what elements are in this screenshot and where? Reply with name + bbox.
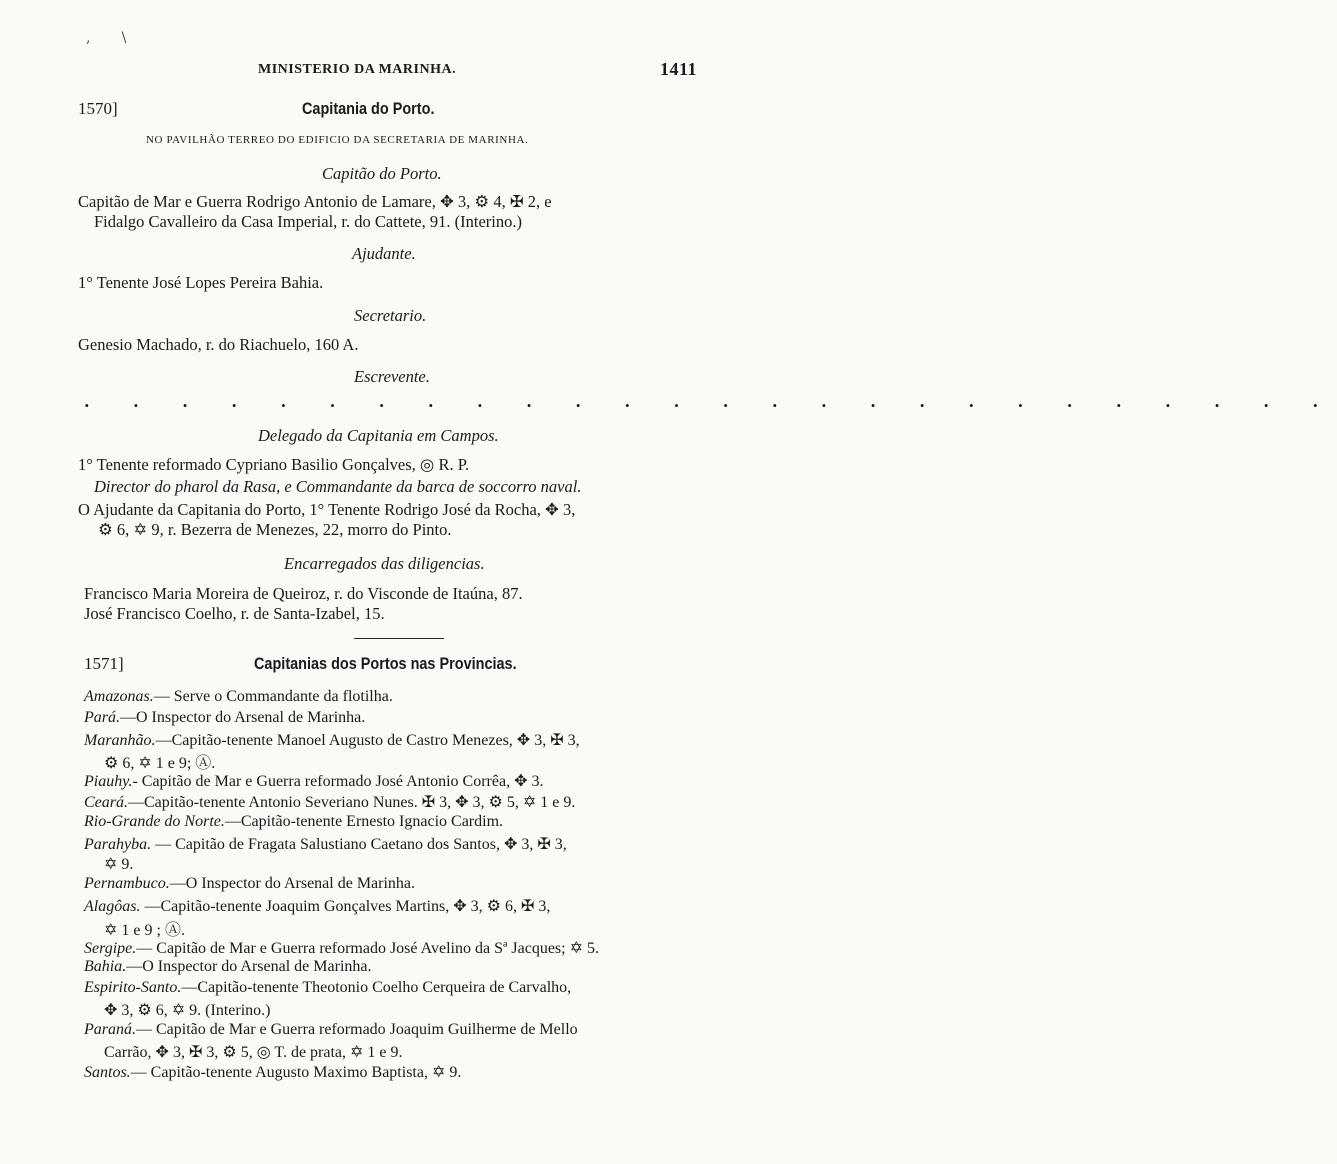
province-name: Espirito-Santo. <box>84 979 182 997</box>
province-name: Parahyba. <box>84 835 152 853</box>
subheading-encarregados: Encarregados das diligencias. <box>284 554 485 573</box>
province-text: —Capitão-tenente Manoel Augusto de Castro Menezes, ✥ 3, ✠ 3, <box>155 731 580 749</box>
section-number: 1571] <box>84 654 124 673</box>
province-text: — Capitão de Mar e Guerra reformado José Avelino da Sª Jacques; ✡ 5. <box>136 939 600 957</box>
subheading-secretario: Secretario. <box>354 306 427 325</box>
province-text: ✥ 3, ⚙ 6, ✡ 9. (Interino.) <box>104 1002 271 1019</box>
delegado-line-4: ⚙ 6, ✡ 9, r. Bezerra de Menezes, 22, morro do Pinto. <box>98 520 452 539</box>
province-name: Paraná. <box>84 1020 136 1038</box>
province-entry <box>84 938 599 958</box>
province-entry <box>84 958 371 976</box>
section-divider <box>354 638 444 639</box>
encarregado-line-2: José Francisco Coelho, r. de Santa-Izabel, 15. <box>84 604 385 623</box>
province-name: Amazonas. <box>84 688 154 705</box>
section-title: Capitanias dos Portos nas Provincias. <box>254 654 517 673</box>
subheading-escrevente: Escrevente. <box>354 367 430 386</box>
province-text: — Serve o Commandante da flotilha. <box>153 688 393 705</box>
province-text: —Capitão-tenente Joaquim Gonçalves Martins, ✥ 3, ⚙ 6, ✠ 3, <box>140 898 551 915</box>
ajudante-line: 1° Tenente José Lopes Pereira Bahia. <box>78 273 324 292</box>
province-text: — Capitão de Mar e Guerra reformado Joaquim Guilherme de Mello <box>136 1020 578 1038</box>
province-name: Pernambuco. <box>84 875 170 893</box>
province-name: Sergipe. <box>84 939 137 957</box>
province-name: Bahia. <box>84 958 127 976</box>
running-header: MINISTERIO DA MARINHA. <box>258 62 457 77</box>
subheading-ajudante: Ajudante. <box>352 244 416 263</box>
province-entry <box>84 1062 461 1082</box>
province-name: Santos. <box>84 1064 131 1082</box>
province-entry <box>104 750 215 773</box>
province-text: —O Inspector do Arsenal de Marinha. <box>169 875 416 893</box>
delegado-line-3: O Ajudante da Capitania do Porto, 1° Tenente Rodrigo José da Rocha, ✥ 3, <box>78 500 576 519</box>
province-entry <box>84 979 571 997</box>
delegado-line-2: Director do pharol da Rasa, e Commandante da barca de soccorro naval. <box>94 477 582 496</box>
province-text: Carrão, ✥ 3, ✠ 3, ⚙ 5, ◎ T. de prata, ✡ 1 e 9. <box>104 1043 403 1061</box>
encarregado-line-1: Francisco Maria Moreira de Queiroz, r. do Visconde de Itaúna, 87. <box>84 584 523 603</box>
province-name: Alagôas. <box>84 898 141 915</box>
province-name: Ceará. <box>84 794 128 811</box>
province-entry <box>84 730 580 750</box>
province-name: Pará. <box>84 708 120 726</box>
subheading-delegado: Delegado da Capitania em Campos. <box>258 426 499 445</box>
province-name: Piauhy. <box>84 773 133 791</box>
subheading-capitao: Capitão do Porto. <box>322 164 442 183</box>
province-name: Rio-Grande do Norte. <box>84 812 225 830</box>
secretario-line: Genesio Machado, r. do Riachuelo, 160 A. <box>78 335 359 354</box>
section-title: Capitania do Porto. <box>302 99 435 118</box>
province-text: — Capitão de Fragata Salustiano Caetano dos Santos, ✥ 3, ✠ 3, <box>151 835 567 853</box>
province-entry <box>104 854 133 874</box>
province-entry <box>84 792 575 812</box>
page-number: 1411 <box>660 59 698 79</box>
province-text: —Capitão-tenente Ernesto Ignacio Cardim. <box>224 812 504 830</box>
province-text: —O Inspector do Arsenal de Marinha. <box>126 958 372 976</box>
dotted-leader: . . . . . . . . . . . . . . . . . . . . . . . . . . <box>84 392 1337 411</box>
province-entry <box>84 688 393 706</box>
province-text: —Capitão-tenente Theotonio Coelho Cerqueira de Carvalho, <box>181 979 572 997</box>
province-text: —O Inspector do Arsenal de Marinha. <box>120 708 366 726</box>
province-entry <box>84 896 550 916</box>
province-entry <box>84 875 415 893</box>
margin-marks: , \ <box>86 30 127 46</box>
province-entry <box>84 709 365 727</box>
province-entry <box>104 917 185 940</box>
province-entry <box>84 813 503 831</box>
province-entry <box>84 1021 578 1039</box>
section-number: 1570] <box>78 99 118 118</box>
delegado-line-1: 1° Tenente reformado Cypriano Basilio Gonçalves, ◎ R. P. <box>78 455 470 474</box>
capitao-line-1: Capitão de Mar e Guerra Rodrigo Antonio de Lamare, ✥ 3, ⚙ 4, ✠ 2, e <box>78 192 552 211</box>
province-text: — Capitão-tenente Augusto Maximo Baptista, ✡ 9. <box>130 1064 462 1082</box>
province-entry <box>104 1000 270 1020</box>
province-text: ✡ 9. <box>104 856 134 874</box>
province-entry <box>104 1042 403 1062</box>
province-text: —Capitão-tenente Antonio Severiano Nunes. ✠ 3, ✥ 3, ⚙ 5, ✡ 1 e 9. <box>128 794 576 811</box>
province-text: ✡ 1 e 9 ; Ⓐ. <box>104 921 185 939</box>
section-subtitle: NO PAVILHÃO TERREO DO EDIFICIO DA SECRETARIA DE MARINHA. <box>146 134 529 146</box>
capitao-line-2: Fidalgo Cavalleiro da Casa Imperial, r. do Cattete, 91. (Interino.) <box>94 212 522 231</box>
province-entry <box>84 771 544 791</box>
province-text: ⚙ 6, ✡ 1 e 9; Ⓐ. <box>104 755 216 773</box>
province-text: - Capitão de Mar e Guerra reformado José Antonio Corrêa, ✥ 3. <box>132 773 544 791</box>
province-entry <box>84 834 567 854</box>
province-name: Maranhão. <box>84 731 156 749</box>
